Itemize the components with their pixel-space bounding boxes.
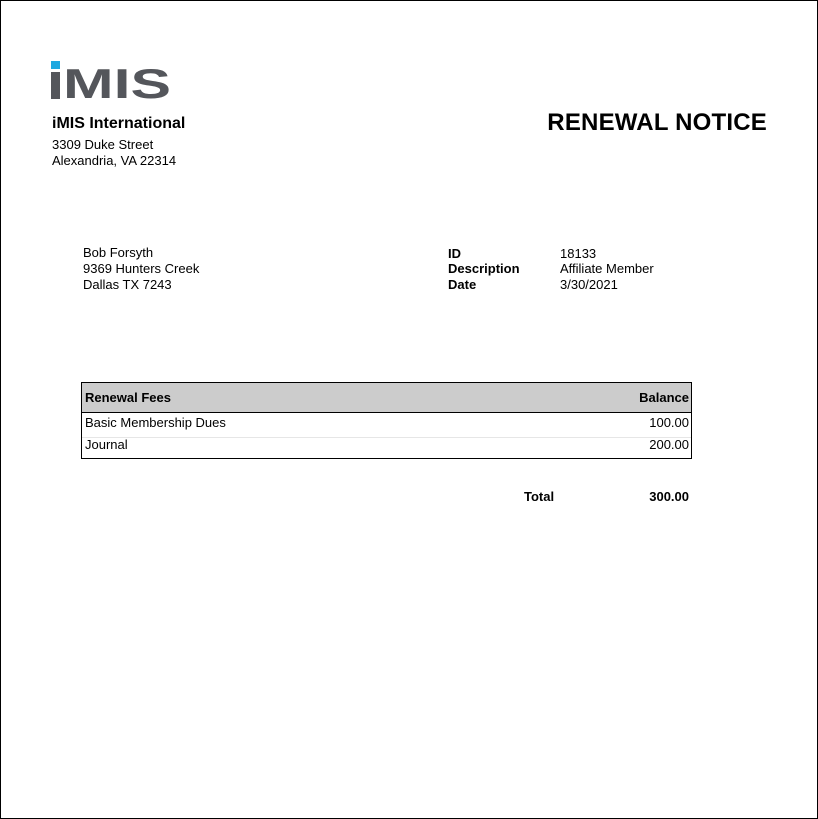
id-value: 18133 <box>560 246 597 261</box>
organization-name: iMIS International <box>52 115 186 132</box>
renewal-fees-table <box>81 382 692 459</box>
date-label: Date <box>448 277 477 292</box>
fee-balance: 100.00 <box>649 415 689 430</box>
recipient-city-line: Dallas TX 7243 <box>83 277 172 292</box>
recipient-street: 9369 Hunters Creek <box>83 261 200 276</box>
document-title: RENEWAL NOTICE <box>547 109 767 136</box>
fee-item: Journal <box>85 437 128 452</box>
logo-dot <box>51 61 60 69</box>
description-value: Affiliate Member <box>560 261 654 276</box>
fee-item: Basic Membership Dues <box>85 415 226 430</box>
imis-logo <box>51 61 173 101</box>
total-value: 300.00 <box>649 489 689 504</box>
table-row <box>82 415 691 435</box>
fee-balance: 200.00 <box>649 437 689 452</box>
renewal-fees-header: Renewal Fees <box>85 390 171 405</box>
logo-wordmark: MIS <box>63 61 171 101</box>
organization-address-line2: Alexandria, VA 22314 <box>52 153 177 168</box>
organization-address-line1: 3309 Duke Street <box>52 137 154 152</box>
description-label: Description <box>448 261 520 276</box>
recipient-name: Bob Forsyth <box>83 245 154 260</box>
date-value: 3/30/2021 <box>560 277 618 292</box>
id-label: ID <box>448 246 461 261</box>
table-header-row <box>82 383 691 413</box>
table-row <box>82 437 691 457</box>
balance-header: Balance <box>639 390 689 405</box>
logo-i-stem <box>51 72 60 99</box>
total-label: Total <box>524 489 555 504</box>
